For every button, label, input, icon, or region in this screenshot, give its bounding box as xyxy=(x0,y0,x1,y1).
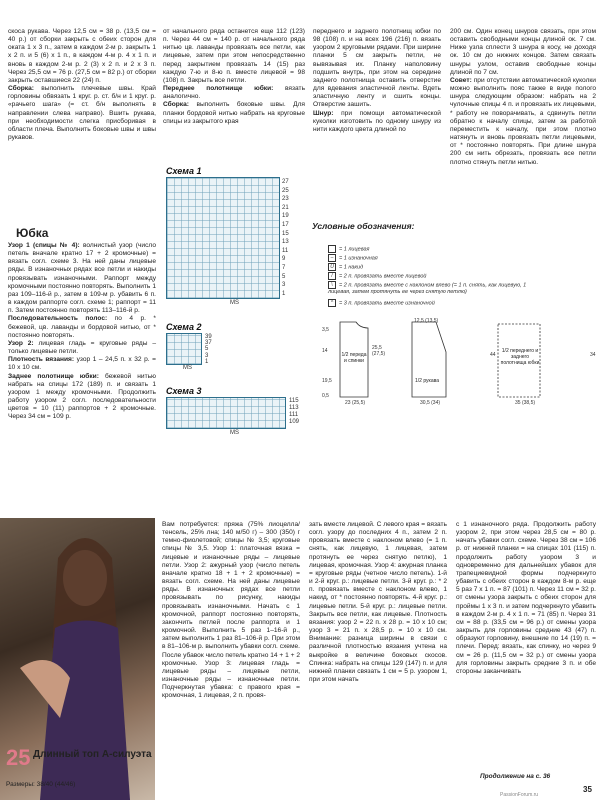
scheme1-row-numbers xyxy=(282,178,289,298)
sizes: Размеры: 38/40 (44/46) xyxy=(6,781,76,788)
row-number: 13 xyxy=(282,239,289,246)
legend-text: = 2 п. провязать вместе лицевой xyxy=(339,273,427,280)
front-panel-paragraph xyxy=(163,85,305,101)
text-column-4 xyxy=(450,28,596,318)
row-number: 115 xyxy=(289,398,299,404)
scheme2-row-numbers xyxy=(205,334,212,365)
dimension-label: 19,5 xyxy=(322,378,332,384)
bottom-column-3: с 1 изнаночного ряда. Продолжить работу узором 2, при этом через 28,5 см = 80 р. начать убавки согл. схеме. Через 38 см = 106 р. от нижней планки = на спицах 101 (115) п. продолжить работу узором 3 и одновременно для дальнейших убавок для трапециевидной формы подчеркнуто убавить с обеих сторон в каждом 8-м р. еще 5 раз 7 х 1 п. = 87 (101) п. Через 11 см = 32 р. от смены узора закрыть с обеих сторон для проймы 1 х 3 п. и затем подчеркнуто убавить в каждом 2-м р. 4 х 1 п. = 71 (85) п. Через 31 см = 88 р. (33,5 см = 96 р.) от смены узора закрыть для горловины средние 43 (47) п. образуют горловину, внешние по 14 (19) п. = плечи. Перед: вязать, как спинку, но через 9 см = 26 р. (11,5 см = 32 р.) от смены узора для горловины закрыть средние 3 п. и обе стороны заканчивать xyxy=(456,521,596,675)
legend-text: = 1 изнаночная xyxy=(339,255,378,262)
cord-paragraph xyxy=(313,110,441,134)
body-pattern-label: 1/2 переда и спинки xyxy=(341,352,367,364)
skirt-pattern-label: 1/2 переднего и заднего полотнища юбки xyxy=(500,348,540,366)
page-number: 35 xyxy=(583,785,592,794)
item-number: 25 xyxy=(6,745,31,770)
skirt-heading: Юбка xyxy=(16,226,49,240)
dimension-label: 0,5 xyxy=(322,393,329,399)
dimension-label: 23 (25,5) xyxy=(345,400,366,406)
dimension-label: 30,5 (34) xyxy=(420,400,441,406)
row-number: 5 xyxy=(282,273,286,280)
dimension-label: 35 (38,5) xyxy=(515,400,536,406)
legend-item xyxy=(328,299,435,307)
row-number: 17 xyxy=(282,221,289,228)
col2-assembly-text: выполнить боковые швы. Для планки бордовой нитью набрать на круговые спицы из закрытого края xyxy=(163,101,305,125)
col2-text: от начального ряда останется еще 112 (123) п. Через 44 см = 140 р. от начального ряда нитью цв. лаванды провязать все петли, как лицевые, затем при этом непосредственно перед закрытием провязать 14 (15) раз каждую 7-ю и 8-ю п. вместе лицевой = 98 (108) п. Закрыть все петли. xyxy=(163,28,305,84)
purl-symbol-icon: – xyxy=(328,254,336,262)
text-column-1b xyxy=(8,242,156,507)
scheme2-label: Схема 2 xyxy=(166,322,202,332)
density-label: Плотность вязания: xyxy=(8,356,75,364)
dimension-label: 25,5 xyxy=(372,345,382,351)
knit-symbol-icon xyxy=(328,245,336,253)
col2-assembly-label: Сборка: xyxy=(163,101,189,109)
row-number: 21 xyxy=(282,204,289,211)
continued-note: Продолжение на с. 36 xyxy=(480,773,551,780)
col2-assembly-paragraph xyxy=(163,101,305,125)
row-number: 3 xyxy=(282,282,286,289)
sleeve-pattern-label: 1/2 рукава xyxy=(414,378,440,384)
pattern1-text: волнистый узор (число петель вначале кратно 17 + 2 кромочные) = вязать согл. схеме 3. На ней даны лицевые ряды. В изнаночных рядах все петли и накиды провязывать изнаночными. Раппорт между кромочными постоянно повторять. Выполнить 1 раз 109–116-й р., затем в 109-м р. убавить 6 п. в каждом раппорте согл. схеме 1; раппорт = 11 п. Затем постоянно повторять 113–116-й р. xyxy=(8,242,156,315)
pattern2-label: Узор 2: xyxy=(8,339,34,347)
row-number: 113 xyxy=(289,405,299,411)
legend-item xyxy=(328,281,528,296)
pattern2-paragraph xyxy=(8,340,156,356)
dimension-label: 14 xyxy=(322,348,328,354)
yarn-over-symbol-icon: U xyxy=(328,263,336,271)
legend-text: = 1 лицевая xyxy=(339,246,370,253)
sleeve-text: скоса рукава. Через 12,5 см = 38 р. (13,5 см = 40 р.) от сборки закрыть с обеих сторон для оката 1 х 3 п., затем в каждом 2-м р. закрыть 1 х 2 п. и 5 (6) х 1 п., в каждом 4-м р. 4 х 1 п. и вновь в каждом 2-м р. 2 (3) х 2 п. и 2 х 3 п. Через 25,5 см = 76 р. (27,5 см = 82 р.) от сборки закрыть оставшиеся 22 (24) п. xyxy=(8,28,156,84)
legend-item xyxy=(328,254,378,262)
pattern1-label: Узор 1 (спицы № 4): xyxy=(8,242,80,249)
density-text: узор 1 – 24,5 п. х 32 р. = 10 х 10 см. xyxy=(8,356,156,372)
row-number: 25 xyxy=(282,187,289,194)
row-number: 19 xyxy=(282,213,289,220)
legend-text: = 1 накид xyxy=(339,264,364,271)
row-number: 109 xyxy=(289,419,300,425)
front-panel-label: Переднее полотнище юбки: xyxy=(163,85,274,93)
watermark: PassionForum.ru xyxy=(500,792,539,798)
stripes-paragraph xyxy=(8,315,156,339)
dimension-label: 12,5 (13,5) xyxy=(414,318,439,324)
col4-text: 200 см. Один конец шнуров связать, при этом оставить свободными концы длиной ок. 7 см. Ниже узла сплести 3 шнура в косу, не доходя ок. 10 см до нижних концов. Затем связать шнуры узлом, оставив свободные концы длиной по 7 см. xyxy=(450,28,596,76)
dimension-label: 34 xyxy=(590,352,596,358)
legend-text: = 3 п. провязать вместе изнаночной xyxy=(339,300,435,307)
text-column-1 xyxy=(8,28,156,223)
row-number: 39 xyxy=(205,334,212,340)
legend-text: = 2 п. провязать вместе с наклоном влево (= 1 п. снять, как лицевую, 1 лицевая, затем протянуть ее через снятую петлю) xyxy=(328,282,527,296)
scheme1-grid xyxy=(166,177,280,299)
row-number: 1 xyxy=(205,358,209,365)
dimension-label: 44 xyxy=(490,352,496,358)
stripes-text: по 4 р. * бежевой, цв. лаванды и бордовой нитью, от * постоянно повторять. xyxy=(8,315,156,339)
k2tog-symbol-icon: / xyxy=(328,272,336,280)
row-number: 27 xyxy=(282,179,289,185)
tip-text: при отсутствии автоматической куколки можно выполнить пояс также в виде полого шнура следующим образом: набрать на 2 чулочные спицы 4 п. и провязать их лицевыми, * работу не поворачивать, а сдвинуть петли обратно к началу спицы, затем за работой переместить к началу, при этом плотно натянуть и вновь провязать петли лицевыми, от * постоянно повторять. При длине шнура 200 см нить обрезать, провязать все петли плотно стянуть петли нитью. xyxy=(450,76,596,166)
back-panel-label: Заднее полотнище юбки: xyxy=(8,372,99,380)
scheme2-ms: MS xyxy=(183,365,192,371)
row-number: 111 xyxy=(289,412,299,418)
back-panel-text: бежевой нитью набрать на спицы 172 (189) п. и связать 1 узором 1 между кромочными. Продолжить работу узором 2 согл. последовательности цветов = 10 (11) раппортов + 2 кромочные. Через 34 см = 109 р. xyxy=(8,372,156,421)
tip-paragraph xyxy=(450,77,596,167)
assembly-text: выполнить плечевые швы. Край горловины обвязать 1 круг. р. ст. б/н и 1 круг. р. «рачьего шага» (= ст. б/н выполнять в направлении слева направо). Вшить рукава, при необходимости слегка присборивая в области плеча. Выполнить боковые швы и швы рукавов. xyxy=(8,85,156,142)
legend-item xyxy=(328,272,426,280)
assembly-label: Сборка: xyxy=(8,85,34,93)
scheme3-ms: MS xyxy=(230,430,239,436)
scheme2-grid xyxy=(166,333,202,365)
scheme3-label: Схема 3 xyxy=(166,386,202,396)
item-title: Длинный топ А-силуэта xyxy=(33,749,152,760)
scheme3-row-numbers xyxy=(289,398,299,426)
row-number: 1 xyxy=(282,290,286,297)
cord-text: при помощи автоматической куколки изготовить по одному шнуру из нити каждого цвета длиной по xyxy=(313,109,441,133)
scheme3-grid xyxy=(166,397,286,429)
assembly-paragraph xyxy=(8,85,156,142)
pattern2-text: лицевая гладь = круговые ряды – только лицевые петли. xyxy=(8,339,156,356)
row-number: 37 xyxy=(205,340,212,347)
dimension-label: (27,5) xyxy=(372,351,386,357)
legend-item xyxy=(328,263,363,271)
row-number: 5 xyxy=(205,346,209,353)
row-number: 11 xyxy=(282,247,289,254)
scheme1-label: Схема 1 xyxy=(166,166,202,176)
row-number: 7 xyxy=(282,264,286,271)
scheme1-ms: MS xyxy=(230,300,239,306)
density-paragraph xyxy=(8,356,156,372)
row-number: 3 xyxy=(205,352,209,359)
sleeve-pattern-outline xyxy=(412,322,446,397)
bottom-column-2: зать вместе лицевой. С левого края = вязать согл. узору до последних 4 п., затем 2 п. провязать вместе с наклоном влево (= 1 п. снять, как лицевую, 1 лицевая, затем протянуть ее через снятую петлю), 1 лицевая, кромочная. Узор 4: ажурная планка = круговые ряды (четное число петель). 1-й и 2-й круг. р.: лицевые петли. 3-й круг. р.: * 2 п. провязать вместе с наклоном влево, 1 накид, от * постоянно повторять. 4-й круг. р.: лицевые петли. 5-й круг. р.: лицевые петли. Закрыть все петли, как лицевые. Плотность вязания: узор 2 = 22 п. х 28 р. = 10 х 10 см; узор 3 = 21 п. х 28,5 р. = 10 х 10 см. Внимание: разница ширины в связи с различной плотностью вязания учтена на выкройке в величине боковых скосов. Спинка: набрать на спицы 129 (147) п. и для нижней планки связать 1 см = 5 р. узором 1, при этом начать xyxy=(309,521,447,683)
dimension-label: 3,5 xyxy=(322,327,329,333)
legend-title: Условные обозначения: xyxy=(312,221,415,231)
front-panel-text: вязать аналогично. xyxy=(163,85,305,101)
tip-label: Совет: xyxy=(450,76,472,84)
bottom-column-1: Вам потребуется: пряжа (75% лиоцелла/тенсель, 25% лна; 140 м/50 г) – 300 (350) г темно-фиолетовой; спицы № 3,5; круговые спицы № 3,5. Узор 1: платочная вязка = лицевые и изнаночные ряды – лицевые петли. Узор 2: ажурный узор (число петель вначале кратно 18 + 1 + 2 кромочные) = вязать согл. схеме. На ней даны лицевые ряды. В изнаночных рядах все петли провязывать по рисунку, накиды провязывать изнаночными. Начать с 1 кромочной, раппорт постоянно повторять, закончить петлей после раппорта и 1 кромочной. Выполнить 5 раз 1–16-й р., затем выполнить 1 раз 81–106-й р. При этом в 81–106-м р. выполнить убавки согл. схеме. После убавок число петель кратно 14 + 1 + 2 кромочные. Узор 3: лицевая гладь = лицевые ряды – лицевые петли, изнаночные ряды – изнаночные петли. Подчеркнутая убавка: с правого края = кромочная, 1 лицевая, 2 п. провя- xyxy=(162,521,300,700)
p3tog-symbol-icon: ^ xyxy=(328,299,336,307)
back-panel-paragraph xyxy=(8,373,156,422)
legend-item xyxy=(328,245,369,253)
row-number: 23 xyxy=(282,196,289,203)
row-number: 15 xyxy=(282,230,289,237)
text-column-3 xyxy=(313,28,441,168)
ssk-symbol-icon: \ xyxy=(328,281,336,289)
cord-label: Шнур: xyxy=(313,109,334,117)
stripes-label: Последовательность полос: xyxy=(8,315,108,323)
col3-text: переднего и заднего полотнищ юбки по 98 (108) п. и на всех 196 (216) п. вязать узором 2 круговыми рядами. При ширине планки 5 см закрыть петли, не вывязывая их. Планку наполовину подшить внутрь, при этом на середине заднего полотнища оставить отверстие для вдевания эластичной ленты. Вдеть эластичную ленту и сшить концы. Отверстие зашить. xyxy=(313,28,441,109)
row-number: 9 xyxy=(282,256,286,263)
pattern1-paragraph xyxy=(8,242,156,315)
text-column-2 xyxy=(163,28,305,158)
